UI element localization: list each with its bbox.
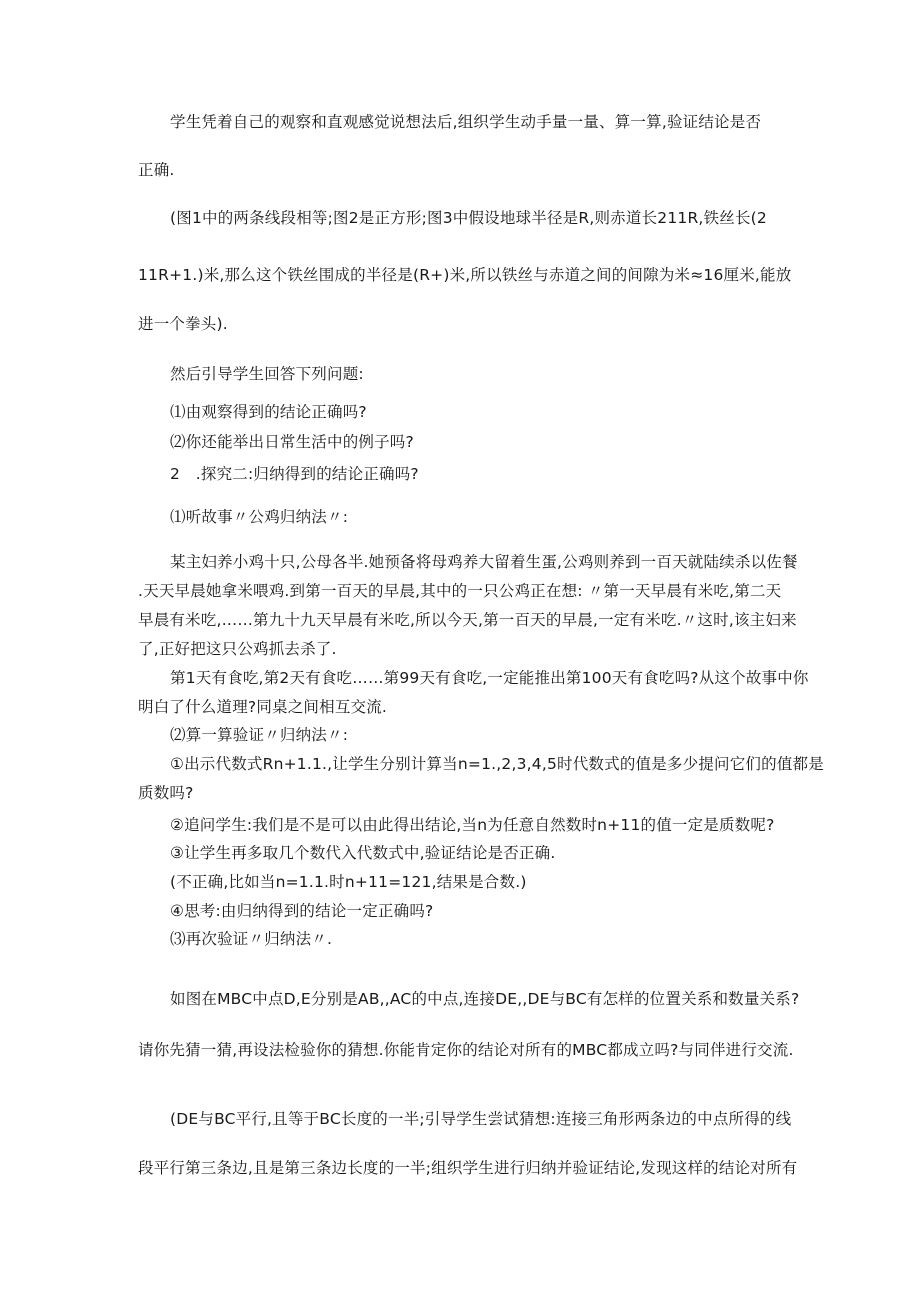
paragraph-line: 明白了什么道理?同桌之间相互交流. [138, 698, 388, 716]
paragraph-line: 请你先猜一猜,再设法检验你的猜想.你能肯定你的结论对所有的MBC都成立吗?与同伴进行交流. [138, 1041, 794, 1059]
paragraph-line: 11R+1.)米,那么这个铁丝围成的半径是(R+)米,所以铁丝与赤道之间的间隙为米≈16厘米,能放 [138, 266, 792, 284]
question-item: ⑴听故事〃公鸡归纳法〃: [170, 508, 349, 526]
step-item: ②追问学生:我们是不是可以由此得出结论,当n为任意自然数时n+11的值一定是质数呢? [170, 816, 775, 834]
step-item: ③让学生再多取几个数代入代数式中,验证结论是否正确. [170, 844, 556, 862]
paragraph-line: 正确. [138, 161, 175, 179]
paragraph-line: 第1天有食吃,第2天有食吃……第99天有食吃,一定能推出第100天有食吃吗?从这个故事中你 [170, 669, 809, 687]
question-item: ⑵你还能举出日常生活中的例子吗? [170, 433, 414, 451]
paragraph-line: 学生凭着自己的观察和直观感觉说想法后,组织学生动手量一量、算一算,验证结论是否 [170, 113, 762, 131]
question-item: ⑴由观察得到的结论正确吗? [170, 403, 367, 421]
paragraph-line: .天天早晨她拿米喂鸡.到第一百天的早晨,其中的一只公鸡正在想: 〃第一天早晨有米吃,第二天 [138, 582, 782, 600]
paragraph-line: 然后引导学生回答下列问题: [170, 365, 364, 383]
paragraph-line: (DE与BC平行,且等于BC长度的一半;引导学生尝试猜想:连接三角形两条边的中点所得的线 [170, 1110, 792, 1128]
section-heading: 2 .探究二:归纳得到的结论正确吗? [170, 465, 419, 483]
paragraph-line: (图1中的两条线段相等;图2是正方形;图3中假设地球半径是R,则赤道长211R,铁丝长(2 [170, 209, 767, 227]
step-item: ①出示代数式Rn+1.1.,让学生分别计算当n=1.,2,3,4,5时代数式的值是多少提问它们的值都是 [170, 755, 824, 773]
paragraph-line: 了,正好把这只公鸡抓去杀了. [138, 640, 337, 658]
question-item: ⑶再次验证〃归纳法〃. [170, 930, 333, 948]
question-item: ⑵算一算验证〃归纳法〃: [170, 726, 349, 744]
paragraph-line: 段平行第三条边,且是第三条边长度的一半;组织学生进行归纳并验证结论,发现这样的结论对所有 [138, 1159, 798, 1177]
paragraph-line: 进一个拳头). [138, 315, 228, 333]
paragraph-line: 质数吗? [138, 784, 194, 802]
paragraph-line: 某主妇养小鸡十只,公母各半.她预备将母鸡养大留着生蛋,公鸡则养到一百天就陆续杀以佐餐 [170, 553, 798, 571]
paragraph-line: 如图在MBC中点D,E分别是AB,,AC的中点,连接DE,,DE与BC有怎样的位置关系和数量关系? [170, 990, 800, 1008]
paragraph-line: 早晨有米吃,……第九十九天早晨有米吃,所以今天,第一百天的早晨,一定有米吃.〃这时,该主妇来 [138, 611, 797, 629]
step-item: ④思考:由归纳得到的结论一定正确吗? [170, 902, 434, 920]
paragraph-line: (不正确,比如当n=1.1.时n+11=121,结果是合数.) [170, 873, 527, 891]
